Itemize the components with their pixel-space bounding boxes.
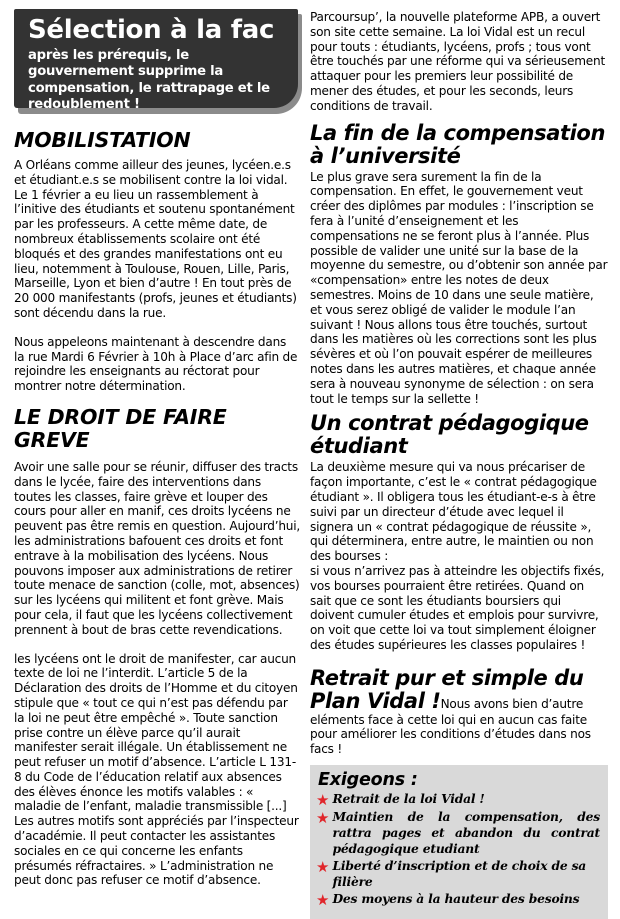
left-column bbox=[14, 0, 300, 888]
paragraph-contrat-2: si vous n’arrivez pas à atteindre les objectifs fixés, vos bourses pourraient être retirées. Quand on sait que ce sont les étudiants boursiers qui doivent cumuler études et emplois pour survivre, on voit que cette loi va tout simplement éloigner des études supérieures les classes populaires ! bbox=[310, 563, 605, 652]
demand-item bbox=[316, 791, 600, 808]
heading-droit-greve: LE DROIT DE FAIRE GREVE bbox=[14, 404, 227, 452]
paragraph-retrait: Nous avons bien d’autre eléments face à cette loi qui en aucun cas faite pour améliorer les conditions d’études dans nos facs ! bbox=[310, 696, 591, 757]
star-icon: ★ bbox=[316, 891, 330, 910]
demand-item bbox=[316, 809, 600, 857]
heading-contrat-pedagogique: Un contrat pédagogique étudiant bbox=[310, 411, 589, 459]
banner-subtitle: après les prérequis, le gouvernement supprime la compensation, le rattrapage et le redoublement ! bbox=[28, 48, 270, 112]
masthead-banner bbox=[14, 9, 300, 113]
star-icon: ★ bbox=[316, 858, 330, 877]
banner-body bbox=[14, 9, 298, 112]
paragraph-greve-2: les lycéens ont le droit de manifester, car aucun texte de loi ne l’interdit. L’article 5 de la Déclaration des droits de l’Homme et du citoyen stipule que « tout ce qui n’est pas défendu par la loi ne peut être empêché ». Toute sanction prise contre un élève parce qu’il aurait manifester serait illégale. Un établissement ne peut refuser un motif d’absence. L’article L 131-8 du Code de l’éducation relatif aux absences des élèves énonce les motifs valables : « maladie de l’enfant, maladie transmissible [...] Les autres motifs sont appréciés par l’inspecteur d’académie. Il peut contacter les assistantes sociales en ce qui concerne les enfants présumés réfractaires. » L’administration ne peut donc pas refuser ce motif d’absence. bbox=[14, 651, 299, 888]
paragraph-mobilisation-1: A Orléans comme ailleur des jeunes, lycéen.e.s et étudiant.e.s se mobilisent contre la loi vidal. Le 1 février a eu lieu un rassemblement à l’initive des étudiants et soutenu spontanément par les professeurs. A cette même date, de nombreux établissements scolaire ont été bloqués et des grandes manifestations ont eu lieu, notemment à Toulouse, Rouen, Lille, Paris, Marseille, Lyon et bien d’autre ! En tout près de 20 000 manifestants (profs, jeunes et étudiants) sont décendu dans la rue. bbox=[14, 158, 297, 320]
demands-title: Exigeons : bbox=[318, 770, 418, 791]
heading-retrait-plan-vidal: Retrait pur et simple du Plan Vidal ! bbox=[310, 665, 584, 713]
demand-text: Liberté d’inscription et de choix de sa filière bbox=[332, 858, 587, 890]
retrait-block bbox=[310, 667, 608, 757]
paragraph-greve-1: Avoir une salle pour se réunir, diffuser des tracts dans le lycée, faire des interventions dans toutes les classes, faire grève et louper des cours pour aller en manif, ces droits lycéens ne peuvent pas être remis en question. Aujourd’hui, les administrations bafouent ces droits et font entrave à la mobilisation des lycéens. Nous pouvons imposer aux administrations de retirer toute menace de sanction (colle, mot, absences) sur les lycéens qui militent et font grève. Mais pour cela, il faut que les lycéens collectivement prennent à bout de bras cette revendications. bbox=[14, 459, 300, 637]
right-column bbox=[310, 0, 608, 919]
banner-title: Sélection à la fac bbox=[28, 15, 275, 45]
demand-text: Maintien de la compensation, des rattra pages et abandon du contrat pédagogique etudiant bbox=[332, 809, 600, 857]
star-icon: ★ bbox=[316, 791, 330, 810]
paragraph-intro: Parcoursup’, la nouvelle plateforme APB, a ouvert son site cette semaine. La loi Vidal est un recul pour touts : étudiants, lycéens, profs ; tous vont être touchés par une réforme qui va sérieusement attaquer pour les premiers leur possibilité de mener des études, et pour les seconds, leurs conditions de travail. bbox=[310, 10, 605, 113]
demands-box bbox=[310, 765, 608, 919]
paragraph-compensation: Le plus grave sera surement la fin de la compensation. En effet, le gouvernement veut créer des diplômes par modules : l’inscription se fera à l’unité d’enseignement et les compensations ne se feront plus à l’année. Plus possible de valider une unité sur la base de la moyenne du semestre, ou d’obtenir son année par «compensation» entre les notes de deux semestres. Moins de 10 dans une seule matière, et vous serez obligé de valider le module l’an suivant ! Nous allons tous être touchés, surtout dans les matières où les corrections sont les plus sévères et où l’on pouvait espérer de meilleures notes dans les autres matières, et chaque année sera à nouveau synonyme de sélection : on sera tout le temps sur la sellette ! bbox=[310, 169, 608, 406]
heading-mobilisation: MOBILISTATION bbox=[14, 128, 191, 152]
star-icon: ★ bbox=[316, 809, 330, 828]
demand-item bbox=[316, 891, 600, 908]
demand-text: Des moyens à la hauteur des besoins bbox=[332, 891, 580, 907]
paragraph-mobilisation-2: Nous appeleons maintenant à descendre dans la rue Mardi 6 Février à 10h à Place d’arc afin de rejoindre les enseignants au réctorat pour montrer notre détermination. bbox=[14, 334, 298, 394]
demand-item bbox=[316, 858, 600, 890]
paragraph-contrat-1: La deuxième mesure qui va nous précariser de façon importante, c’est le « contrat pédagogique étudiant ». Il obligera tous les étudiant-e-s à être suivi par un directeur d’étude avec lequel il signera un « contrat pédagogique de réussite », qui déterminera, entre autre, le maintien ou non des bourses : bbox=[310, 460, 597, 564]
heading-fin-compensation: La fin de la compensation à l’université bbox=[310, 120, 605, 168]
demand-text: Retrait de la loi Vidal ! bbox=[332, 791, 485, 807]
